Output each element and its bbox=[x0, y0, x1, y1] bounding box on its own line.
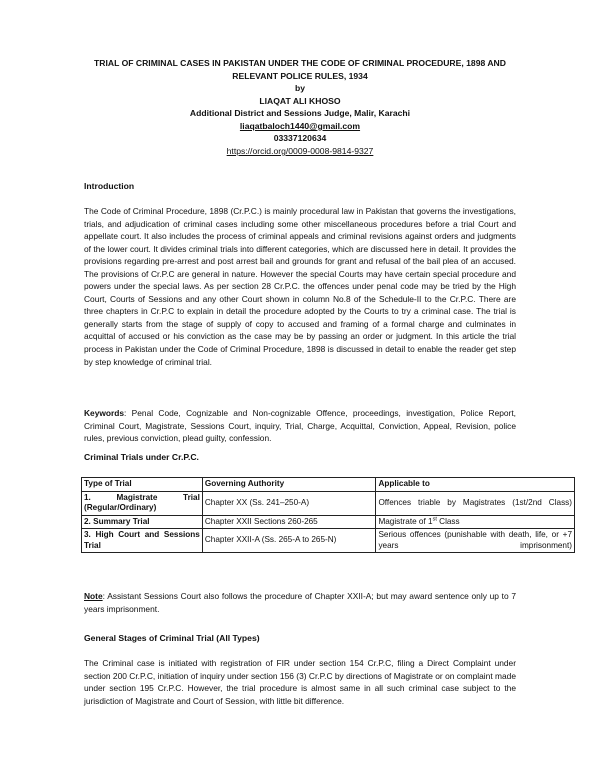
note-label: Note bbox=[84, 591, 103, 601]
applicable-to-cell bbox=[376, 515, 575, 528]
keywords-paragraph bbox=[84, 407, 516, 445]
paper-title-line-2: RELEVANT POLICE RULES, 1934 bbox=[232, 71, 368, 81]
general-stages-paragraph: The Criminal case is initiated with registration of FIR under section 154 Cr.P.C, filing a Direct Complaint under section 200 Cr.P.C, initiation of inquiry under section 156 (3) Cr.P.C by directions of Magistrate or on complaint made under section 195 Cr.P.C. However, the trial procedure is almost same in all such criminal case subject to the jurisdiction of Magistrate and Court of Session, with little bit difference. bbox=[84, 658, 516, 706]
column-header-applicable: Applicable to bbox=[376, 478, 575, 492]
table-row bbox=[82, 492, 575, 516]
byline-by: by bbox=[294, 83, 306, 93]
governing-authority-cell: Chapter XX (Ss. 241–250-A) bbox=[202, 492, 376, 516]
general-stages-heading: General Stages of Criminal Trial (All Types) bbox=[84, 633, 260, 643]
governing-authority-cell: Chapter XXII Sections 260-265 bbox=[202, 515, 376, 528]
criminal-trials-table bbox=[81, 477, 575, 553]
table-row bbox=[82, 515, 575, 528]
note-paragraph bbox=[84, 590, 516, 615]
column-header-type: Type of Trial bbox=[82, 478, 203, 492]
applicable-to-cell: Offences triable by Magistrates (1st/2nd Class) bbox=[376, 492, 575, 516]
governing-authority-cell: Chapter XXII-A (Ss. 265-A to 265-N) bbox=[202, 529, 376, 553]
applicable-text: Magistrate of 1 bbox=[378, 516, 433, 526]
applicable-to-cell: Serious offences (punishable with death, life, or +7 years imprisonment) bbox=[376, 529, 575, 553]
applicable-text-end: Class bbox=[436, 516, 460, 526]
keywords-label: Keywords bbox=[84, 408, 125, 418]
ordinal-superscript: st bbox=[432, 516, 437, 523]
introduction-heading: Introduction bbox=[84, 181, 135, 191]
author-name: LIAQAT ALI KHOSO bbox=[259, 96, 341, 106]
table-row bbox=[82, 529, 575, 553]
trial-type-cell: 3. High Court and Sessions Trial bbox=[82, 529, 203, 553]
author-phone: 03337120634 bbox=[273, 133, 327, 143]
criminal-trials-heading: Criminal Trials under Cr.P.C. bbox=[84, 452, 199, 462]
keywords-text: : Penal Code, Cognizable and Non-cognizable Offence, proceedings, investigation, Police Report, Criminal Court, Magistrate, Sessions Court, inquiry, Trial, Charge, Acquittal, Conviction, Appeal, Revision, police rules, previous conviction, plead guilty, confession. bbox=[84, 408, 516, 444]
trial-type-cell: 2. Summary Trial bbox=[82, 515, 203, 528]
trial-type-cell: 1. Magistrate Trial (Regular/Ordinary) bbox=[82, 492, 203, 516]
introduction-paragraph: The Code of Criminal Procedure, 1898 (Cr.P.C.) is mainly procedural law in Pakistan that governs the investigations, trials, and adjudication of criminal cases including some other miscellaneous procedures before a trial Court and appellate court. It also includes the process of criminal appeals and criminal revisions against orders and judgments of the lower court. It divides criminal trials into different categories, which are discussed here in detail. It provides the provisions regarding pre-arrest and post arrest bail and grounds for grant and refusal of the bail plea of an accused. The provisions of Cr.P.C are general in nature. However the special Courts may have certain special procedure and powers under the special laws. As per section 28 Cr.P.C. the offences under penal code may be tried by the High Court, Courts of Sessions and any other Court shown in column No.8 of the Schedule-II to the Cr.P.C. There are three chapters in Cr.P.C to explain in detail the procedure adopted by the Courts to try a criminal case. The trial is generally starts from the stage of supply of copy to accused and framing of a formal charge and culminates in acquittal of accused or his conviction as the case may be by passing an order or judgment. In this article the trial process in Pakistan under the Code of Criminal Procedure, 1898 is discussed in detail to enable the reader get step by step knowledge of criminal trial. bbox=[84, 206, 516, 367]
orcid-link[interactable]: https://orcid.org/0009-0008-9814-9327 bbox=[226, 146, 374, 156]
author-designation: Additional District and Sessions Judge, Malir, Karachi bbox=[189, 108, 411, 118]
paper-title-line-1: TRIAL OF CRIMINAL CASES IN PAKISTAN UNDER THE CODE OF CRIMINAL PROCEDURE, 1898 AND bbox=[94, 58, 506, 68]
column-header-authority: Governing Authority bbox=[202, 478, 376, 492]
note-text: : Assistant Sessions Court also follows the procedure of Chapter XXII-A; but may award sentence only up to 7 years imprisonment. bbox=[84, 591, 516, 614]
author-email-link[interactable]: liaqatbaloch1440@gmail.com bbox=[239, 121, 361, 131]
table-header-row bbox=[82, 478, 575, 492]
